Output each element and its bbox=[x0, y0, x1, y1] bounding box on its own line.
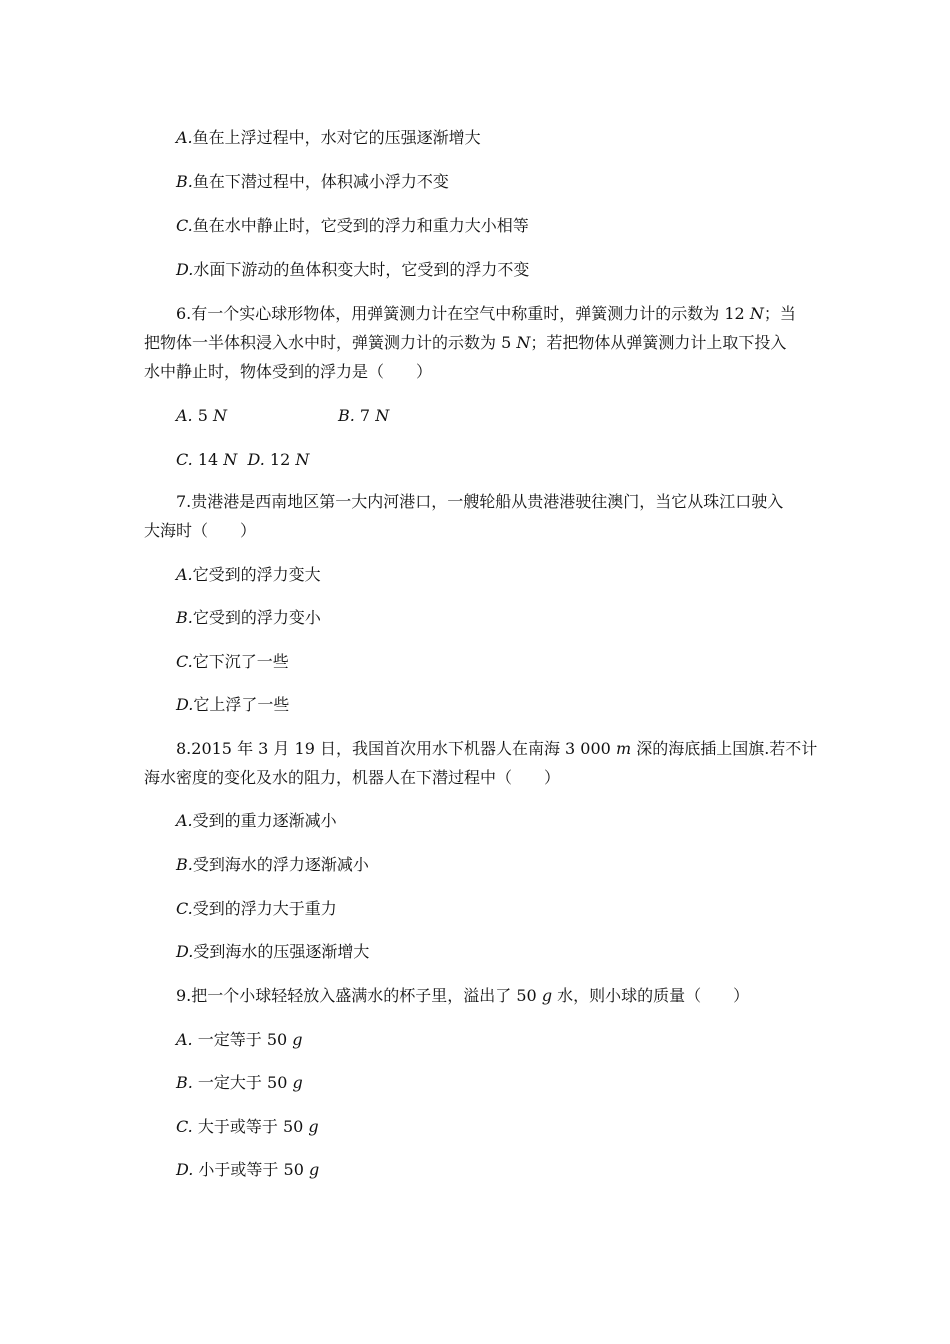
q6-option-a bbox=[176, 406, 227, 425]
option-label: B. bbox=[338, 406, 355, 425]
option-text: 鱼在上浮过程中，水对它的压强逐渐增大 bbox=[192, 128, 481, 147]
q6-options-row-2 bbox=[176, 448, 309, 472]
q8-option-b bbox=[176, 853, 369, 877]
option-label: C. bbox=[176, 652, 193, 671]
option-text: 受到的重力逐渐减小 bbox=[192, 811, 337, 830]
q6-stem-line-3: 水中静止时，物体受到的浮力是（ ） bbox=[144, 362, 433, 381]
q7-option-a bbox=[176, 563, 321, 587]
option-label: A. bbox=[176, 565, 193, 584]
unit: g bbox=[292, 1030, 303, 1049]
q6-text: ；当 bbox=[763, 304, 796, 323]
q5-option-b bbox=[176, 170, 449, 194]
option-value: 5 bbox=[192, 406, 213, 425]
option-value: 12 bbox=[264, 450, 296, 469]
q9-text: 9.把一个小球轻轻放入盛满水的杯子里，溢出了 50 bbox=[176, 986, 542, 1005]
q8-option-d bbox=[176, 940, 369, 964]
q7-option-b bbox=[176, 606, 321, 630]
q6-stem-line-2 bbox=[144, 331, 786, 355]
q7-option-d bbox=[176, 693, 289, 717]
option-label: C. bbox=[176, 1117, 193, 1136]
option-label: A. bbox=[176, 811, 193, 830]
q7-stem-line-2: 大海时（ ） bbox=[144, 521, 257, 540]
unit: g bbox=[541, 986, 553, 1005]
q6-stem-line-1 bbox=[176, 302, 796, 326]
option-label: A. bbox=[176, 406, 193, 425]
option-label: A. bbox=[176, 1030, 193, 1049]
q6-text: 把物体一半体积浸入水中时，弹簧测力计的示数为 5 bbox=[144, 333, 517, 352]
option-label: B. bbox=[176, 855, 193, 874]
option-text: 受到海水的压强逐渐增大 bbox=[193, 942, 370, 961]
q9-option-a bbox=[176, 1028, 303, 1052]
q6-text: ；若把物体从弹簧测力计上取下投入 bbox=[530, 333, 787, 352]
q5-option-d bbox=[176, 258, 529, 282]
unit: N bbox=[223, 450, 238, 469]
unit: N bbox=[375, 406, 390, 425]
unit: g bbox=[308, 1117, 319, 1136]
option-text: 大于或等于 50 bbox=[192, 1117, 309, 1136]
q6-option-d bbox=[247, 450, 309, 469]
q8-option-a bbox=[176, 809, 337, 833]
unit: m bbox=[615, 739, 632, 758]
option-text: 小于或等于 50 bbox=[193, 1160, 309, 1179]
option-text: 它受到的浮力变大 bbox=[192, 565, 321, 584]
q8-stem-line-1 bbox=[176, 737, 817, 761]
option-text: 受到的浮力大于重力 bbox=[192, 899, 337, 918]
option-text: 受到海水的浮力逐渐减小 bbox=[192, 855, 369, 874]
unit: g bbox=[308, 1160, 320, 1179]
option-label: D. bbox=[247, 450, 265, 469]
option-text: 一定大于 50 bbox=[192, 1073, 293, 1092]
unit: N bbox=[295, 450, 310, 469]
option-label: C. bbox=[176, 216, 193, 235]
q9-text: 水，则小球的质量（ ） bbox=[552, 986, 750, 1005]
option-value: 14 bbox=[192, 450, 224, 469]
option-text: 一定等于 50 bbox=[192, 1030, 293, 1049]
option-label: D. bbox=[176, 260, 194, 279]
option-label: A. bbox=[176, 128, 193, 147]
q9-option-c bbox=[176, 1115, 319, 1139]
q9-option-d bbox=[176, 1158, 319, 1182]
q5-option-c bbox=[176, 214, 529, 238]
unit: N bbox=[213, 406, 227, 425]
option-label: B. bbox=[176, 1073, 193, 1092]
option-text: 它受到的浮力变小 bbox=[192, 608, 321, 627]
q6-options-row-1 bbox=[176, 404, 576, 428]
unit: N bbox=[749, 304, 764, 323]
option-text: 它上浮了一些 bbox=[193, 695, 290, 714]
q8-text: 8.2015 年 3 月 19 日，我国首次用水下机器人在南海 3 000 bbox=[176, 739, 616, 758]
q7-stem-line-1: 7.贵港港是西南地区第一大内河港口，一艘轮船从贵港港驶往澳门，当它从珠江口驶入 bbox=[176, 492, 784, 511]
option-value: 7 bbox=[354, 406, 376, 425]
q9-option-b bbox=[176, 1071, 303, 1095]
option-text: 水面下游动的鱼体积变大时，它受到的浮力不变 bbox=[193, 260, 530, 279]
option-label: D. bbox=[176, 942, 194, 961]
q8-option-c bbox=[176, 897, 337, 921]
option-text: 鱼在下潜过程中，体积减小浮力不变 bbox=[192, 172, 449, 191]
option-label: C. bbox=[176, 450, 193, 469]
option-text: 它下沉了一些 bbox=[192, 652, 289, 671]
q6-option-b bbox=[338, 404, 389, 428]
q7-option-c bbox=[176, 650, 289, 674]
option-label: D. bbox=[176, 695, 194, 714]
q8-text: 深的海底插上国旗.若不计 bbox=[631, 739, 818, 758]
unit: g bbox=[292, 1073, 303, 1092]
q8-stem-line-2: 海水密度的变化及水的阻力，机器人在下潜过程中（ ） bbox=[144, 768, 561, 787]
q6-option-c bbox=[176, 450, 237, 469]
unit: N bbox=[516, 333, 531, 352]
q5-option-a bbox=[176, 126, 481, 150]
option-label: B. bbox=[176, 608, 193, 627]
q9-stem-line-1 bbox=[176, 984, 749, 1008]
option-label: D. bbox=[176, 1160, 194, 1179]
option-label: C. bbox=[176, 899, 193, 918]
q6-text: 6.有一个实心球形物体，用弹簧测力计在空气中称重时，弹簧测力计的示数为 12 bbox=[176, 304, 750, 323]
option-label: B. bbox=[176, 172, 193, 191]
option-text: 鱼在水中静止时，它受到的浮力和重力大小相等 bbox=[192, 216, 529, 235]
